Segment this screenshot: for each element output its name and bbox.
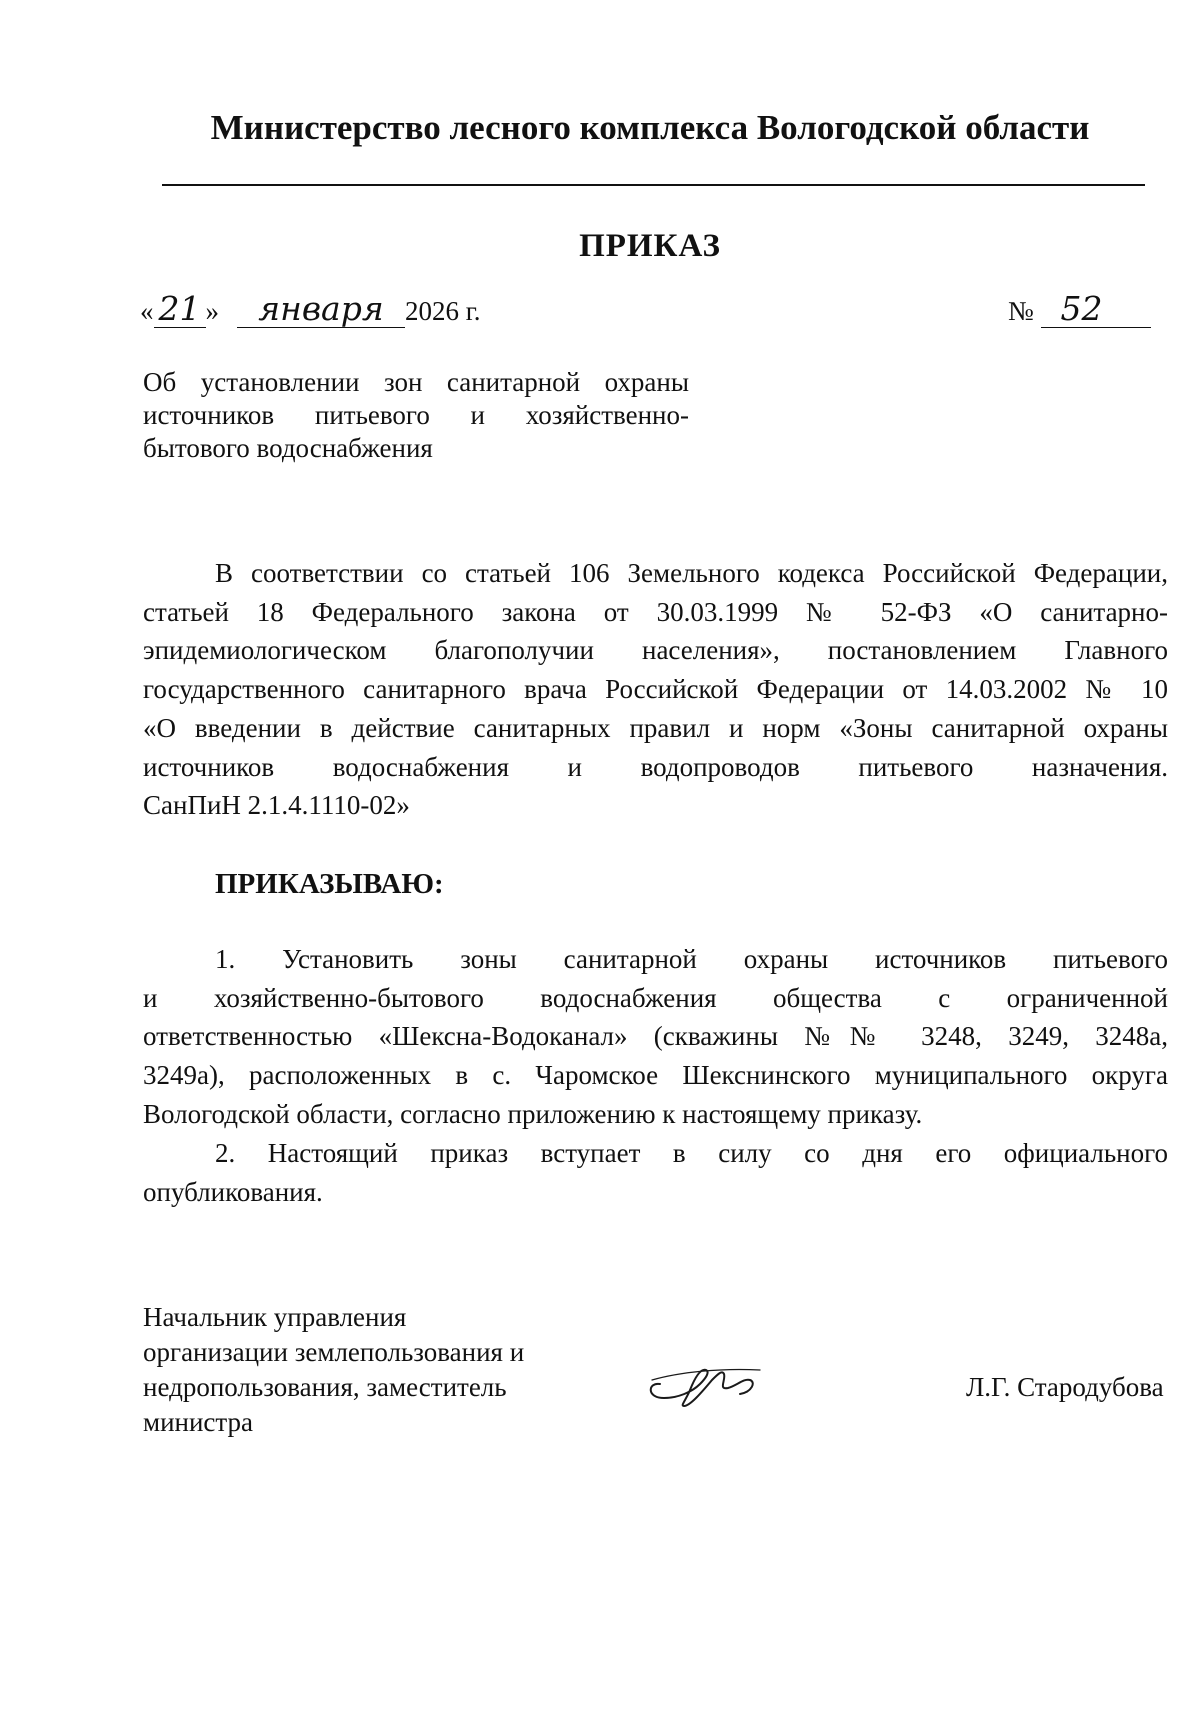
number-label: № [1008, 296, 1034, 326]
paragraph-line: Вологодской области, согласно приложению к настоящему приказу. [143, 1098, 923, 1129]
date-month: января [237, 292, 405, 328]
document-date [140, 289, 481, 328]
date-open-quote: « [140, 296, 154, 326]
ministry-heading: Министерство лесного комплекса Вологодской области [210, 108, 1090, 147]
paragraph-line: 3249а), расположенных в с. Чаромское Шекснинского муниципального округа [143, 1060, 1168, 1091]
document-number [1008, 289, 1151, 328]
handwritten-signature [640, 1350, 790, 1410]
order-item-1 [143, 940, 1168, 1134]
document-subject [143, 366, 689, 465]
paragraph-line: СанПиН 2.1.4.1110-02» [143, 790, 410, 821]
position-line: министра [143, 1407, 254, 1437]
date-day: 21 [154, 292, 206, 328]
order-item-2 [143, 1134, 1168, 1211]
subject-line: источников питьевого и хозяйственно- [143, 400, 689, 430]
paragraph-line: опубликования. [143, 1176, 323, 1207]
command-heading: ПРИКАЗЫВАЮ: [215, 868, 444, 900]
date-close-quote: » [205, 296, 219, 326]
paragraph-line: и хозяйственно-бытового водоснабжения общества с ограниченной [143, 982, 1168, 1013]
document-title: ПРИКАЗ [579, 228, 721, 264]
paragraph-line: статьей 18 Федерального закона от 30.03.1999 № 52-ФЗ «О санитарно- [143, 596, 1168, 627]
header-rule [162, 184, 1145, 186]
paragraph-line: эпидемиологическом благополучии населения», постановлением Главного [143, 635, 1168, 666]
position-line: организации землепользования и [143, 1337, 525, 1367]
paragraph-line: «О введении в действие санитарных правил и норм «Зоны санитарной охраны [143, 712, 1168, 743]
preamble-paragraph [143, 554, 1168, 825]
paragraph-line: ответственностью «Шексна-Водоканал» (скважины №№ 3248, 3249, 3248а, [143, 1021, 1168, 1052]
subject-line: Об установлении зон санитарной охраны [143, 367, 689, 397]
paragraph-line: государственного санитарного врача Российской Федерации от 14.03.2002 № 10 [143, 674, 1168, 705]
subject-line: бытового водоснабжения [143, 433, 433, 463]
date-year: 2026 г. [405, 296, 481, 326]
signatory-position [143, 1300, 583, 1440]
paragraph-line: источников водоснабжения и водопроводов питьевого назначения. [143, 751, 1168, 782]
signatory-name: Л.Г. Стародубова [966, 1372, 1164, 1402]
position-line: Начальник управления [143, 1302, 407, 1332]
paragraph-line: 1. Установить зоны санитарной охраны источников питьевого [215, 944, 1168, 974]
paragraph-line: 2. Настоящий приказ вступает в силу со дня его официального [215, 1138, 1168, 1168]
number-value: 52 [1041, 292, 1151, 328]
position-line: недропользования, заместитель [143, 1372, 507, 1402]
paragraph-line: В соответствии со статьей 106 Земельного кодекса Российской Федерации, [215, 558, 1168, 588]
